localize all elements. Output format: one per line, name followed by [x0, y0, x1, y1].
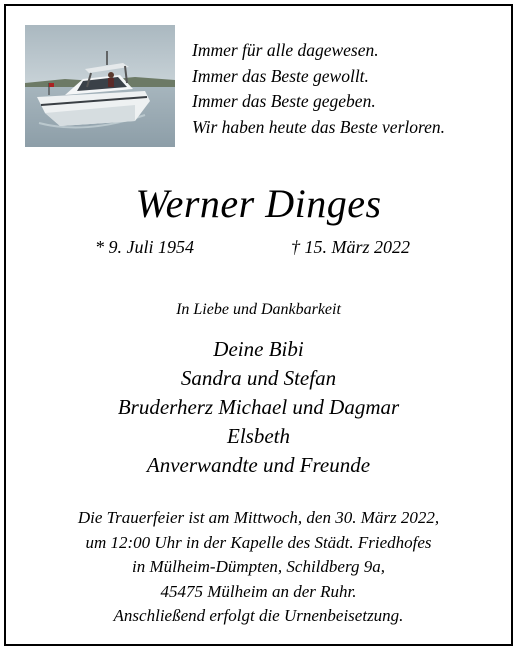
service-line: um 12:00 Uhr in der Kapelle des Städt. Friedhofes [85, 532, 432, 552]
mourner: Bruderherz Michael und Dagmar [117, 395, 400, 419]
mourner: Sandra und Stefan [180, 366, 337, 390]
birth-date: * 9. Juli 1954 [95, 237, 194, 257]
service-line: Die Trauerfeier ist am Mittwoch, den 30. März 2022, [77, 508, 440, 527]
poem-line: Immer für alle dagewesen. [192, 40, 379, 60]
deceased-name: Werner Dinges [135, 181, 382, 226]
motorboat-photo [25, 25, 175, 147]
mourner: Anverwandte und Freunde [146, 453, 371, 477]
poem [192, 38, 512, 140]
poem-line: Immer das Beste gewollt. [192, 65, 369, 86]
mourners-list [6, 335, 511, 480]
poem-line: Immer das Beste gegeben. [192, 91, 376, 111]
service-line: in Mülheim-Dümpten, Schildberg 9a, [132, 557, 385, 577]
mourner: Deine Bibi [213, 337, 304, 361]
service-line: 45475 Mülheim an der Ruhr. [160, 581, 357, 601]
dedication-line: In Liebe und Dankbarkeit [176, 301, 341, 318]
death-date: † 15. März 2022 [291, 237, 411, 257]
obituary-frame [4, 4, 513, 646]
boat-image [25, 25, 175, 147]
mourner: Elsbeth [227, 424, 290, 448]
service-line: Anschließend erfolgt die Urnenbeisetzung. [113, 606, 404, 626]
poem-line: Wir haben heute das Beste verloren. [192, 116, 446, 137]
funeral-service-info [6, 506, 511, 629]
